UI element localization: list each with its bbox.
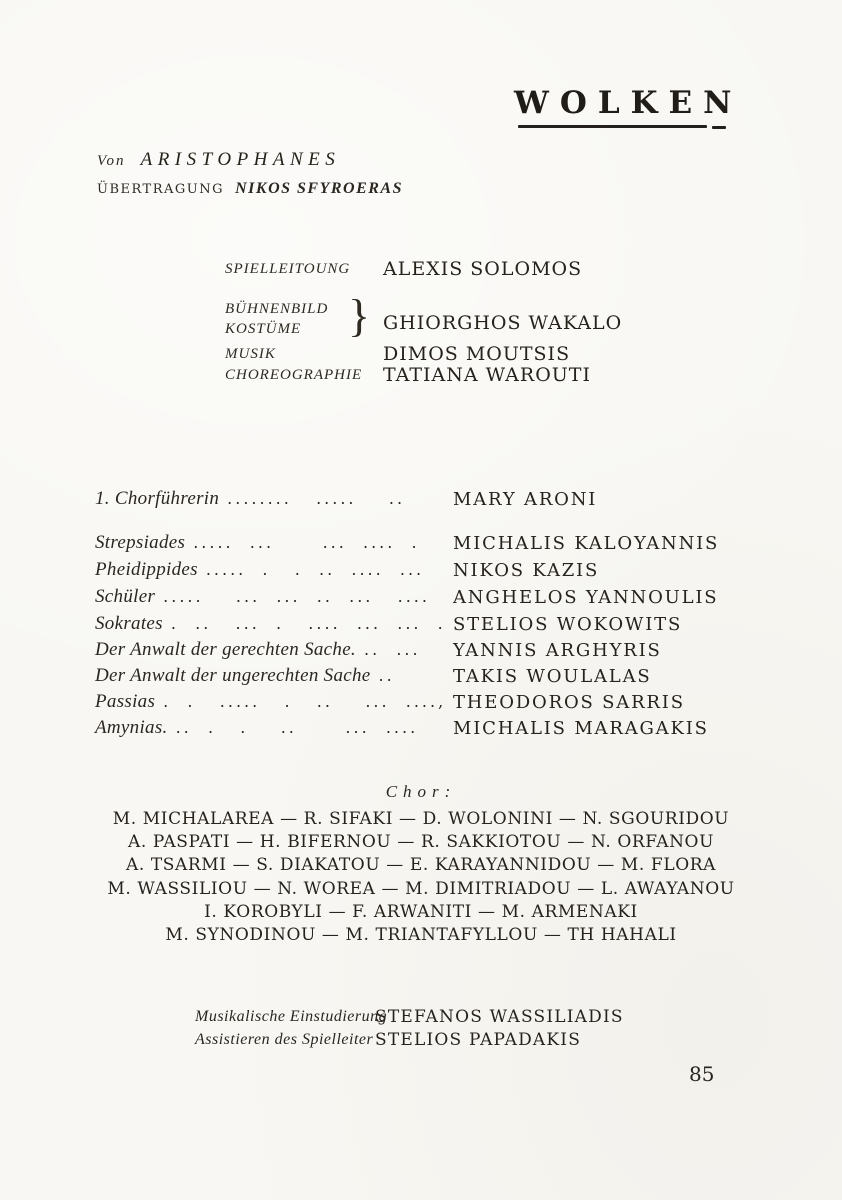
dot-leader: .. ... — [364, 640, 421, 659]
page-number: 85 — [689, 1062, 715, 1086]
cast-actor: THEODOROS SARRIS — [453, 692, 685, 713]
brace-glyph: } — [348, 290, 371, 341]
cast-role-cell — [95, 559, 424, 581]
cast-actor: STELIOS WOKOWITS — [453, 614, 683, 635]
cast-role: Schüler — [95, 586, 156, 607]
cast-actor: MICHALIS MARAGAKIS — [453, 718, 709, 739]
cast-role: Der Anwalt der gerechten Sache. — [95, 639, 356, 660]
dot-leader: ........ ..... .. — [227, 489, 406, 508]
staff-label-assistant-director: Assistieren des Spielleiter — [195, 1031, 374, 1048]
cast-role-cell — [95, 717, 418, 739]
cast-actor: ANGHELOS YANNOULIS — [453, 587, 719, 608]
dot-leader: .. — [378, 666, 395, 685]
cast-role-cell — [95, 586, 430, 608]
cast-role: Amynias. — [95, 717, 168, 738]
chorus-line: I. KOROBYLI — F. ARWANITI — M. ARMENAKI — [204, 901, 638, 922]
credit-name-composer: DIMOS MOUTSIS — [383, 343, 571, 365]
cast-role-cell — [95, 639, 421, 661]
dot-leader: ..... ... ... .... . — [193, 533, 420, 552]
chorus-line: A. PASPATI — H. BIFERNOU — R. SAKKIOTOU — N. ORFANOU — [127, 832, 715, 853]
dot-leader: .. . . .. ... .... — [175, 718, 419, 737]
credit-label-direction: SPIELLEITOUNG — [225, 261, 351, 277]
title-underline-dash — [712, 126, 726, 129]
cast-role: Strepsiades — [95, 532, 186, 553]
cast-role: Sokrates — [95, 613, 163, 634]
byline-author: ARISTOPHANES — [140, 149, 341, 170]
credit-name-director: ALEXIS SOLOMOS — [383, 258, 583, 280]
credit-label-stage-design: BÜHNENBILD — [225, 301, 329, 317]
cast-actor: TAKIS WOULALAS — [453, 666, 652, 687]
cast-role-cell — [95, 665, 395, 687]
dot-leader: ..... . . .. .... ... — [205, 560, 425, 579]
byline-author-line — [97, 149, 340, 171]
translator-name: NIKOS SFYROERAS — [235, 180, 403, 197]
cast-role-cell — [95, 488, 405, 510]
dot-leader: . . ..... . .. ... ...., — [163, 692, 447, 711]
chorus-line: M. WASSILIOU — N. WOREA — M. DIMITRIADOU — L. AWAYANOU — [107, 878, 735, 899]
chorus-line: M. SYNODINOU — M. TRIANTAFYLLOU — TH HAHALI — [165, 925, 677, 946]
cast-role-cell — [95, 613, 446, 635]
title-underline — [518, 125, 707, 128]
byline-von-label: Von — [97, 153, 126, 169]
page-title: WOLKEN — [514, 85, 743, 121]
dot-leader: ..... ... ... .. ... .... — [163, 587, 430, 606]
cast-role-cell — [95, 691, 446, 713]
cast-role: Der Anwalt der ungerechten Sache — [95, 665, 371, 686]
cast-role: 1. Chorführerin — [95, 488, 220, 509]
credit-label-costumes: KOSTÜME — [225, 321, 302, 337]
cast-actor: YANNIS ARGHYRIS — [453, 640, 662, 661]
credit-name-designer: GHIORGHOS WAKALO — [383, 312, 623, 334]
cast-role: Pheidippides — [95, 559, 198, 580]
dot-leader: . .. ... . .... ... ... . — [170, 614, 446, 633]
cast-role-cell — [95, 532, 420, 554]
byline-translation-line — [97, 178, 403, 198]
cast-actor: MARY ARONI — [453, 489, 598, 510]
chorus-heading: Chor: — [385, 782, 457, 801]
cast-role: Passias — [95, 691, 156, 712]
staff-label-musical-rehearsal: Musikalische Einstudierung — [195, 1008, 388, 1025]
chorus-line: A. TSARMI — S. DIAKATOU — E. KARAYANNIDOU — M. FLORA — [125, 855, 717, 876]
cast-actor: MICHALIS KALOYANNIS — [453, 533, 720, 554]
translation-label: ÜBERTRAGUNG — [97, 182, 225, 197]
credit-label-choreography: CHOREOGRAPHIE — [225, 367, 363, 383]
staff-name-musical-rehearsal: STEFANOS WASSILIADIS — [375, 1007, 624, 1027]
chorus-line: M. MICHALAREA — R. SIFAKI — D. WOLONINI — N. SGOURIDOU — [112, 809, 730, 829]
staff-name-assistant-director: STELIOS PAPADAKIS — [375, 1030, 582, 1050]
cast-actor: NIKOS KAZIS — [453, 560, 600, 581]
chorus-section — [40, 782, 802, 947]
credit-name-choreographer: TATIANA WAROUTI — [383, 364, 591, 386]
credit-label-music: MUSIK — [225, 346, 276, 362]
